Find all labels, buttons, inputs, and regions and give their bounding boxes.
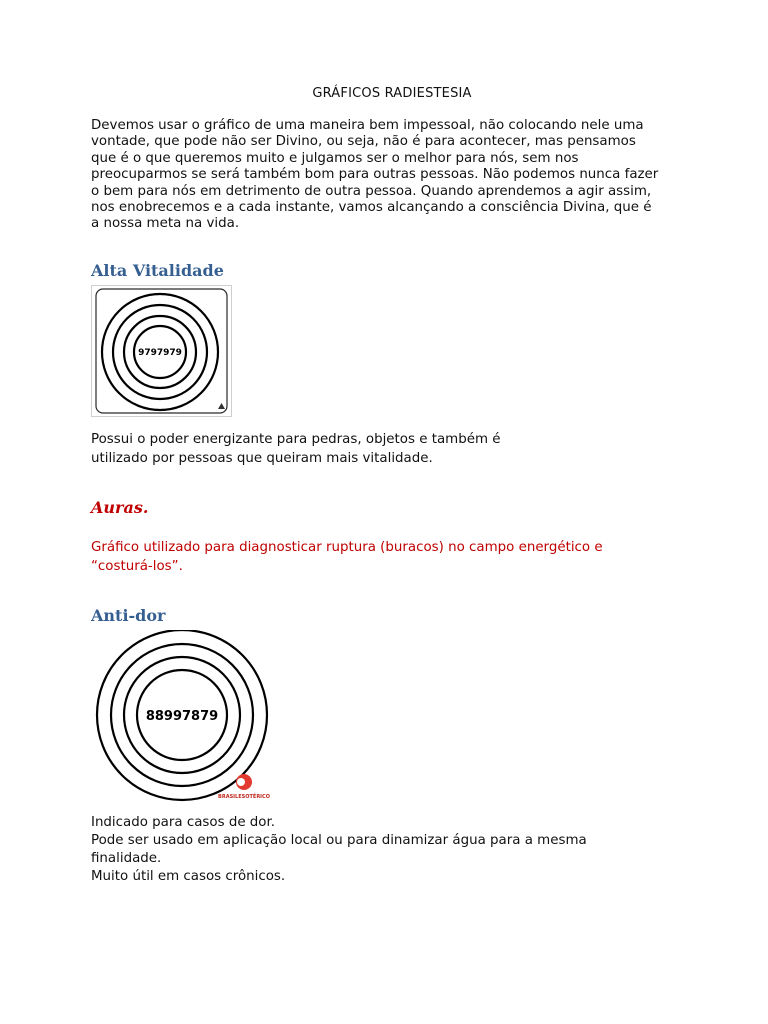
heading-alta-vitalidade: Alta Vitalidade (91, 261, 224, 280)
page-title: GRÁFICOS RADIESTESIA (312, 86, 472, 101)
intro-line: vontade, que pode não ser Divino, ou seja, não é para acontecer, mas pensamos (91, 134, 636, 150)
intro-line: preocuparmos se será também bom para outras pessoas. Não podemos nunca fazer (91, 167, 659, 183)
intro-line: a nossa meta na vida. (91, 216, 240, 232)
intro-paragraph (91, 118, 701, 233)
heading-anti-dor: Anti-dor (91, 606, 166, 625)
intro-line: o bem para nós em detrimento de outra pessoa. Quando aprendemos a agir assim, (91, 183, 652, 199)
alta-vitalidade-description: Possui o poder energizante para pedras, objetos e também é utilizado por pessoas que queiram mais vitalidade. (91, 432, 501, 466)
auras-description: Gráfico utilizado para diagnosticar ruptura (buracos) no campo energético e “costurá-los”. (91, 540, 603, 574)
alta-vitalidade-graphic (91, 285, 232, 417)
intro-line: Devemos usar o gráfico de uma maneira bem impessoal, não colocando nele uma (91, 118, 644, 133)
anti-dor-number: 88997879 (145, 709, 219, 724)
anti-dor-description: Indicado para casos de dor. Pode ser usado em aplicação local ou para dinamizar água para a mesma finalidade. Muito útil em casos crônicos. (91, 815, 587, 884)
alta-vitalidade-number: 9797979 (138, 348, 182, 358)
intro-line: nos enobrecemos e a cada instante, vamos alcançando a consciência Divina, que é (91, 200, 652, 216)
anti-dor-graphic (91, 630, 272, 802)
heading-auras: Auras. (91, 498, 149, 517)
logo-text: BRASILESOTÉRICO (218, 794, 270, 800)
intro-line: que é o que queremos muito e julgamos ser o melhor para nós, sem nos (91, 150, 579, 166)
